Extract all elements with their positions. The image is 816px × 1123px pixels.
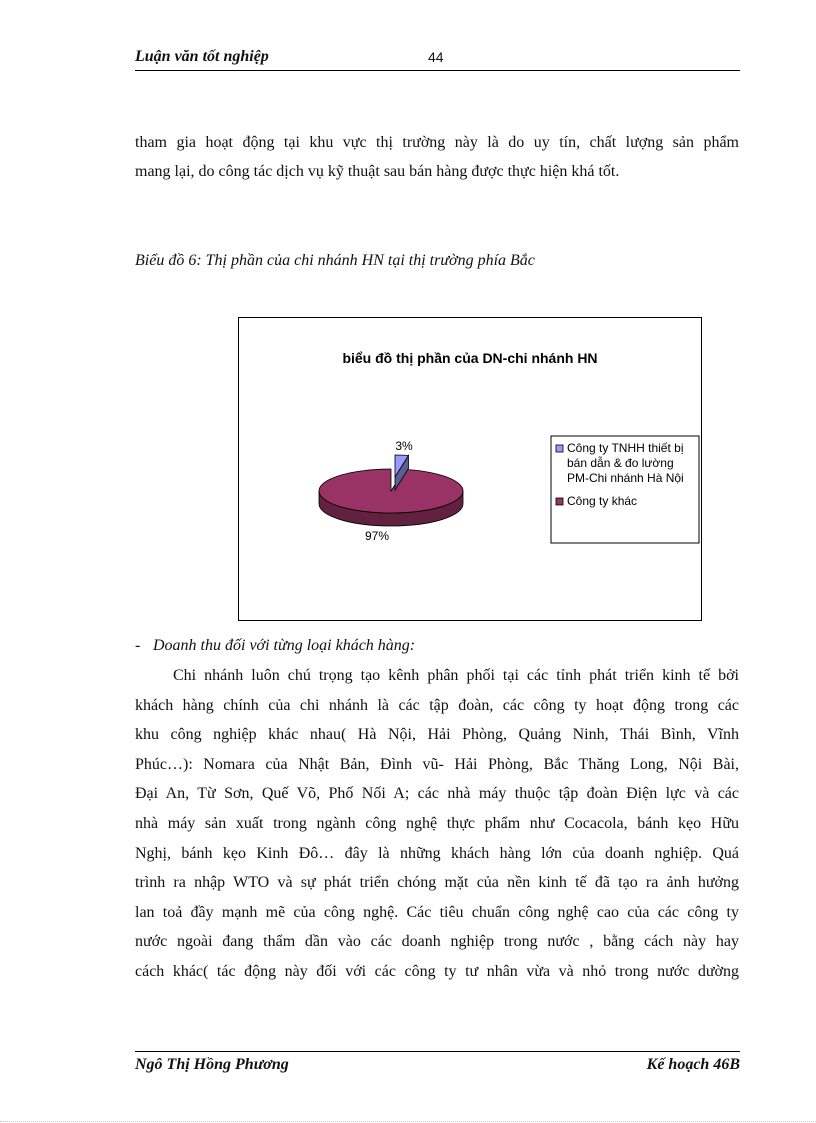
legend-swatch-other (556, 498, 563, 505)
legend-entry-line: PM-Chi nhánh Hà Nội (567, 471, 684, 485)
legend-swatch-company (556, 445, 563, 452)
pie-group (319, 455, 463, 526)
section-heading (135, 637, 415, 655)
paragraph-line: mang lại, do công tác dịch vụ kỹ thuật sau bán hàng được thực hiện khá tốt. (135, 163, 620, 181)
bullet-dash: - (135, 637, 141, 654)
paragraph-line: Đại An, Từ Sơn, Quế Võ, Phố Nối A; các nhà máy thuộc tập đoàn Điện lực và các (135, 785, 739, 803)
figure-caption: Biểu đồ 6: Thị phần của chi nhánh HN tại thị trường phía Bắc (135, 252, 535, 269)
paragraph-line: cách khác( tác động này đối với các công ty tư nhân vừa và nhỏ trong nước dường (135, 962, 739, 980)
paragraph-line: Nghị, bánh kẹo Kinh Đô… đây là những khách hàng lớn của doanh nghiệp. Quá (135, 844, 739, 862)
paragraph-line: khu công nghiệp khác nhau( Hà Nội, Hải Phòng, Quảng Ninh, Thái Bình, Vĩnh (135, 726, 739, 744)
header-title: Luận văn tốt nghiệp (135, 48, 269, 65)
page-number: 44 (428, 49, 444, 65)
legend-entry-line: Công ty TNHH thiết bị (567, 441, 684, 455)
section-heading-text: Doanh thu đối với từng loại khách hàng: (153, 637, 416, 654)
page-bottom-dotted-line (0, 1121, 816, 1122)
pie-slice-other (319, 469, 463, 513)
paragraph-line: trình ra nhập WTO và sự phát triển chóng mặt của nền kinh tế đã tạo ra ảnh hưởng (135, 874, 739, 892)
paragraph-line: Chi nhánh luôn chú trọng tạo kênh phân phối tại các tỉnh phát triển kinh tế bởi (173, 667, 739, 684)
legend-entry-line: bán dẫn & đo lường (567, 456, 674, 470)
chart-legend (551, 436, 699, 543)
header-rule (135, 70, 740, 71)
paragraph-line: tham gia hoạt động tại khu vực thị trường này là do uy tín, chất lượng sản phẩm (135, 134, 739, 151)
chart-frame (238, 317, 702, 621)
paragraph-line: khách hàng chính của chi nhánh là các tập đoàn, các công ty hoạt động trong các (135, 696, 739, 714)
pie-chart (239, 318, 701, 620)
footer-class: Kế hoạch 46B (646, 1056, 740, 1073)
paragraph-line: lan toả đầy mạnh mẽ của công nghệ. Các tiêu chuẩn công nghệ cao của các công ty (135, 903, 739, 921)
paragraph-intro (135, 128, 739, 187)
footer-author: Ngô Thị Hồng Phương (135, 1056, 289, 1073)
data-label-other: 97% (364, 529, 390, 543)
paragraph-line: nước ngoài đang thẩm dần vào các doanh nghiệp trong nước , bằng cách này hay (135, 933, 739, 951)
paragraph-main (135, 661, 739, 987)
paragraph-line: Phúc…): Nomara của Nhật Bản, Đình vũ- Hải Phòng, Bắc Thăng Long, Nội Bài, (135, 755, 739, 773)
legend-entry-line: Công ty khác (567, 494, 638, 508)
data-label-company: 3% (395, 439, 413, 453)
footer-rule (135, 1051, 740, 1052)
chart-title: biểu đồ thị phần của DN-chi nhánh HN (342, 350, 598, 366)
paragraph-line: nhà máy sản xuất trong ngành công nghệ thực phẩm như Cocacola, bánh kẹo Hữu (135, 814, 739, 832)
